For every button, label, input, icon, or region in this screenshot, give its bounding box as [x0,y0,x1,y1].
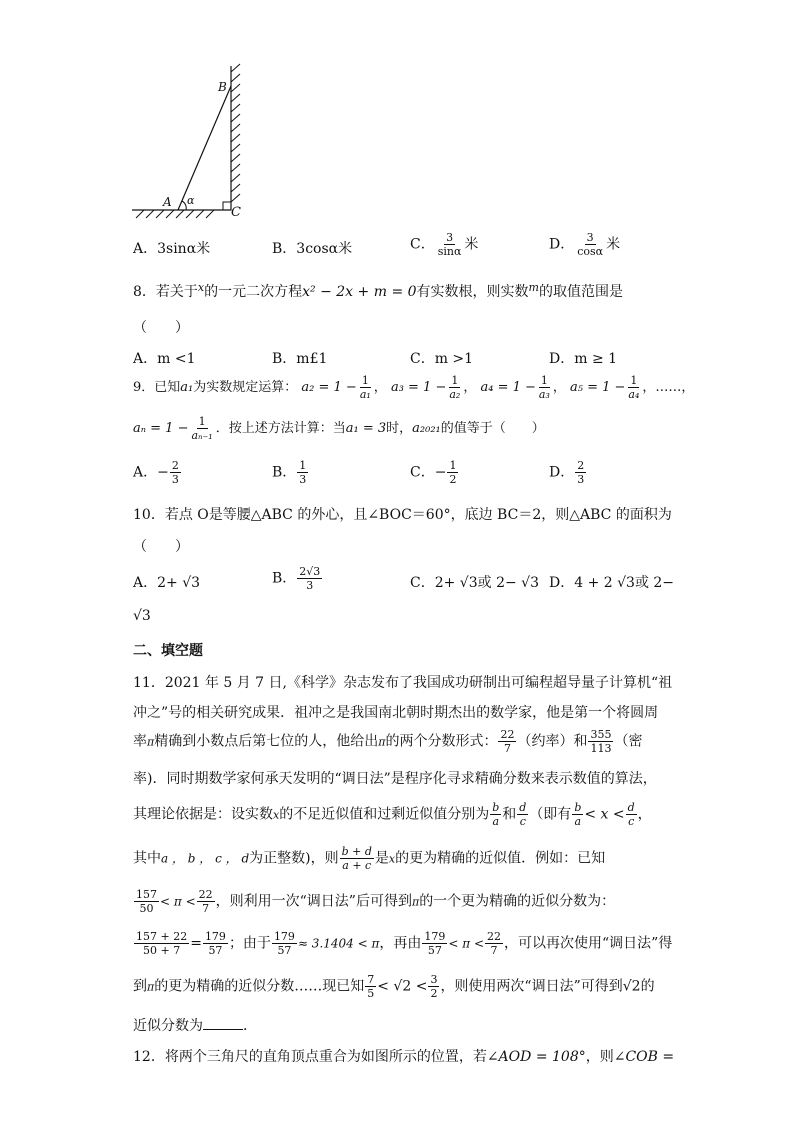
q10-option-d-cont: √3 [133,608,151,624]
q7-option-c: C． $\frac{3}{\sin\alpha}$ 米 [410,231,479,258]
q11-line7: $\frac{157}{50}$ < π < $\frac{22}{7}$ ，则利用一次“调日法”后可得到π的一个更为精确的近似分数为： [136,888,616,915]
q11-line9: 到π的更为精确的近似分数……现已知 $\frac{7}{5}$ < √2 < $\frac{3}{2}$ ，则使用两次“调日法”可得到√2的 [133,973,655,1000]
q7-option-d: D． $\frac{3}{\cos\alpha}$ 米 [549,231,621,258]
section-heading: 二、填空题 [133,643,203,659]
q8-paren: （ ） [133,320,189,336]
q10-option-b: B． $\frac{2√3}{3}$ [272,565,321,592]
q11-line2: 冲之”号的相关研究成果．祖冲之是我国南北朝时期杰出的数学家，他是第一个将圆周 [133,705,659,721]
q8-option-b: B．m£1 [272,351,328,367]
q8-option-a: A．m <1 [133,351,196,367]
label-c: C [231,205,241,220]
q11-line5: 其理论依据是：设实数x的不足近似值和过剩近似值分别为 $\frac{b}{a}$ 和 $\frac{d}{c}$ （即有 $\frac{b}{a}$ < x < $\frac{d}{c}$ ， [133,801,652,828]
q10-option-c: C．2+ √3或 2− √3 [410,575,539,591]
label-alpha: α [187,194,195,207]
q9-stem-line2: aₙ = 1 − $\frac{1}{\text{aₙ₋₁}}$ ．按上述方法计算：当a₁ = 3时，a₂₀₂₁的值等于（ ） [133,415,545,442]
q8-option-d: D．m ≥ 1 [549,351,618,367]
q7-option-a: A．3sinα米 [133,241,211,257]
q11-line8: $\frac{157 + 22}{50 + 7}$ = $\frac{179}{57}$ ；由于 $\frac{179}{57}$ ≈ 3.1404 < π，再由 $\frac{179}{57}$ < π < $\frac{22}{7}$ ，可以再次使用“调日法”得 [136,930,673,957]
q9-option-d: D． $\frac{2}{3}$ [549,459,585,486]
q8-stem: 8．若关于$^x$的一元二次方程x² − 2x + m = 0有实数根，则实数$^m$的取值范围是 [133,281,623,300]
q11-line10: 近似分数为 ． [133,1018,257,1034]
q9-option-a: A．− $\frac{2}{3}$ [133,459,179,486]
q9-stem-line1: 9．已知a₁为实数规定运算： a₂ = 1 − $\frac{1}{\text{a₁}}$ ， a₃ = 1 − $\frac{1}{\text{a₂}}$ ， a₄ = 1 − $\frac{1}{\text{a₃}}$ ， a₅ = 1 − $\frac{1}{\text{a₄}}$ ，……， [133,374,695,401]
q10-option-a: A．2+ √3 [133,575,201,591]
q10-paren: （ ） [133,539,189,555]
q7-option-b: B．3cosα米 [272,241,353,257]
q11-line6: 其中a ， b ， c ， d为正整数)，则 $\frac{b + d}{a + c}$ 是x的更为精确的近似值．例如：已知 [133,845,606,872]
q11-line4: 率)．同时期数学家何承天发明的“调日法”是程序化寻求精确分数来表示数值的算法， [133,771,657,787]
q9-option-c: C．− $\frac{1}{2}$ [410,459,457,486]
q11-line1: 11．2021 年 5 月 7 日,《科学》杂志发布了我国成功研制出可编程超导量子计算机“祖 [133,675,673,691]
q9-option-b: B． $\frac{1}{3}$ [272,459,307,486]
answer-blank[interactable] [203,1029,243,1030]
q12-stem: 12．将两个三角尺的直角顶点重合为如图所示的位置，若∠AOD = 108°，则∠COB = [133,1049,675,1065]
q11-line3: 率π精确到小数点后第七位的人，他给出π的两个分数形式： $\frac{22}{7}$ （约率）和 $\frac{355}{113}$ （密 [133,728,643,755]
q8-option-c: C．m >1 [410,351,474,367]
label-a: A [163,195,172,209]
q10-stem: 10．若点 O是等腰△ABC 的外心，且∠BOC＝60°，底边 BC＝2，则△ABC 的面积为 [133,507,672,523]
label-b: B [218,80,227,94]
q10-option-d: D．4 + 2 √3或 2− [549,575,675,591]
